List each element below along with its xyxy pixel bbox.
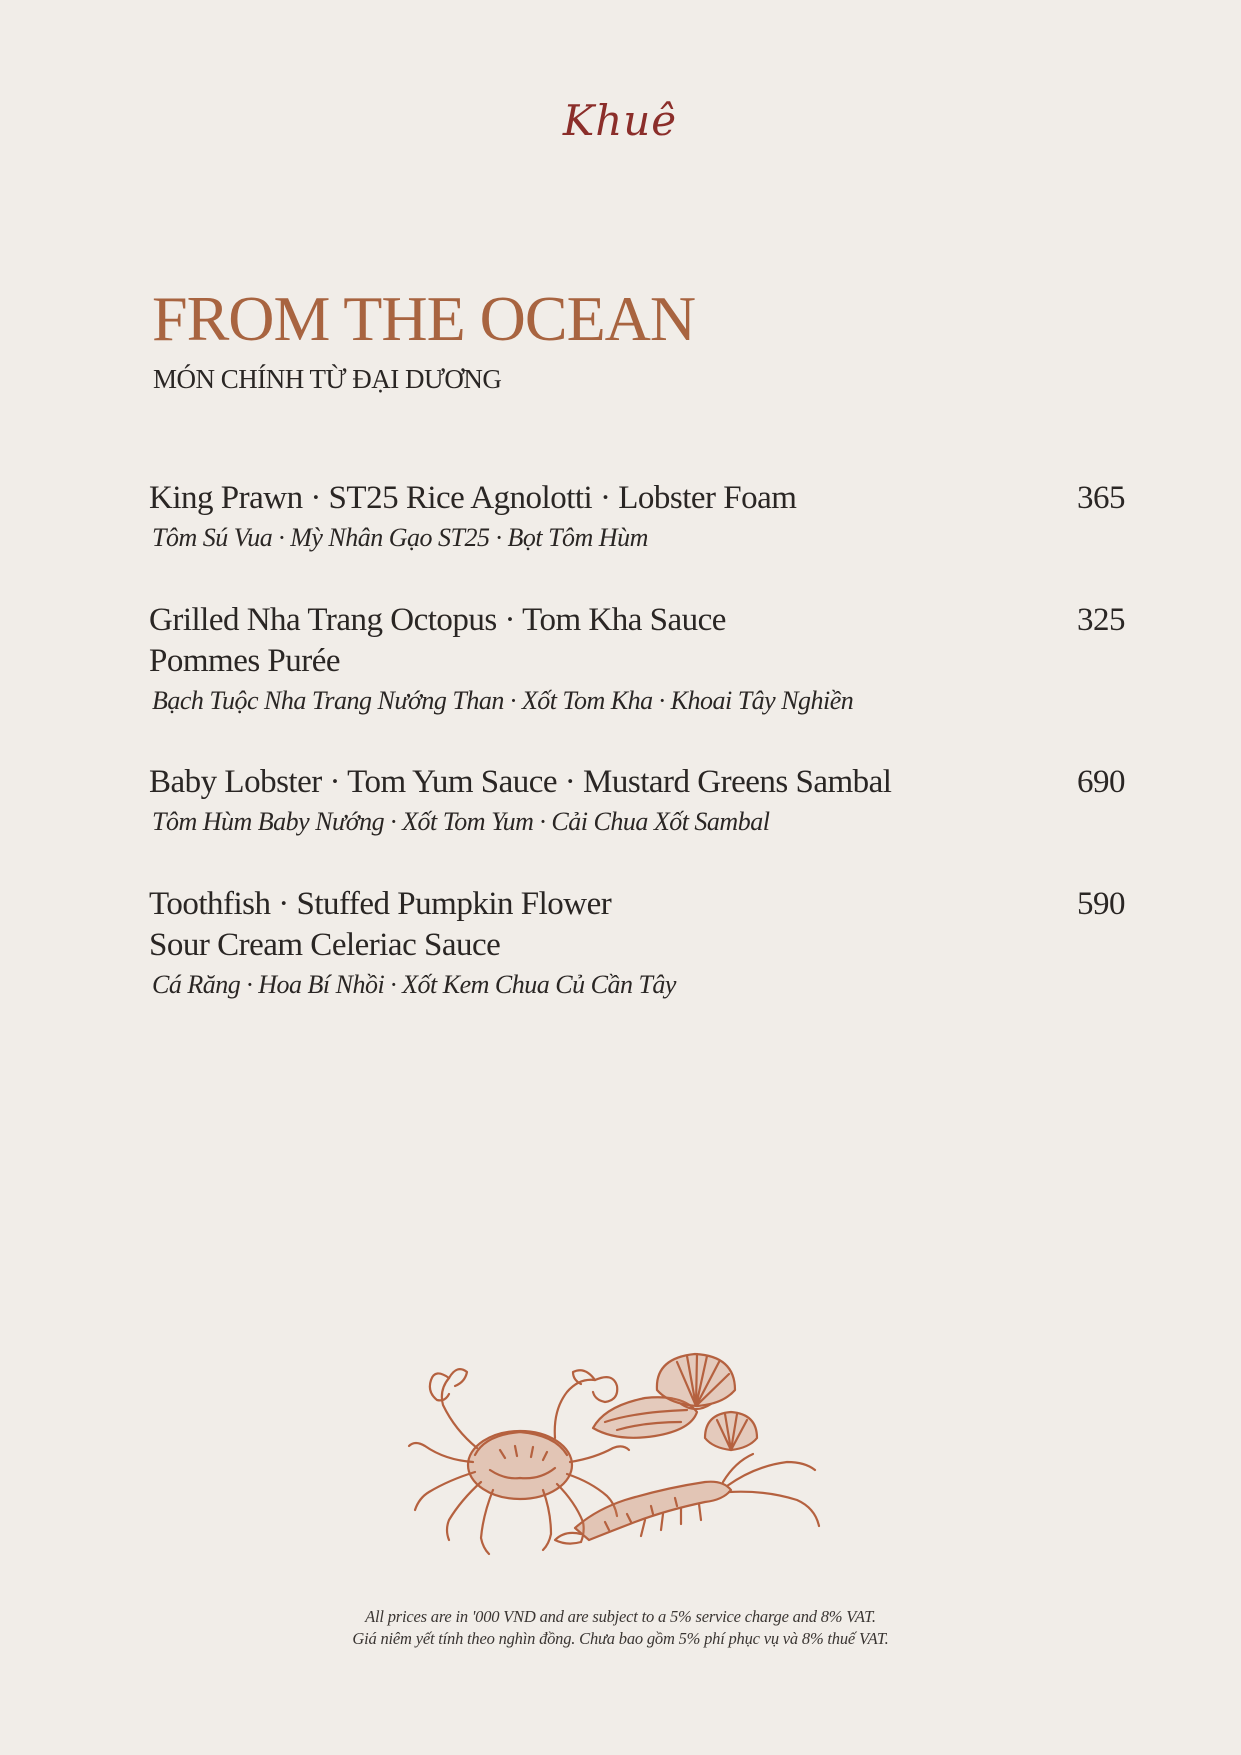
brand-logo xyxy=(555,88,685,168)
item-name-line: Grilled Nha Trang Octopus · Tom Kha Sauce xyxy=(149,602,726,638)
item-price: 590 xyxy=(1077,886,1125,922)
menu-item-octopus xyxy=(149,600,1129,718)
section-subtitle: MÓN CHÍNH TỪ ĐẠI DƯƠNG xyxy=(153,364,502,394)
item-name-line: King Prawn · ST25 Rice Agnolotti · Lobster Foam xyxy=(149,480,797,516)
item-name xyxy=(149,478,969,519)
seafood-illustration xyxy=(405,1350,855,1570)
item-name xyxy=(149,884,969,966)
item-name-line: Pommes Purée xyxy=(149,643,341,679)
item-name xyxy=(149,600,969,682)
item-price: 690 xyxy=(1077,764,1125,800)
shrimp-icon xyxy=(555,1454,819,1544)
price-disclaimer-english: All prices are in '000 VND and are subject to a 5% service charge and 8% VAT. xyxy=(365,1607,876,1626)
menu-item-baby-lobster xyxy=(149,762,1129,839)
menu-item-king-prawn xyxy=(149,478,1129,555)
item-name-line: Toothfish · Stuffed Pumpkin Flower xyxy=(149,886,612,922)
scallop-shell-icon xyxy=(705,1412,757,1450)
item-vietnamese-name: Bạch Tuộc Nha Trang Nướng Than · Xốt Tom Kha · Khoai Tây Nghiền xyxy=(152,686,854,715)
item-name xyxy=(149,762,969,803)
price-disclaimer xyxy=(0,1606,1241,1650)
item-vietnamese-name: Tôm Sú Vua · Mỳ Nhân Gạo ST25 · Bọt Tôm Hùm xyxy=(152,523,648,552)
brand-logo-text: Khuê xyxy=(562,96,678,145)
menu-item-toothfish xyxy=(149,884,1129,1002)
item-vietnamese-name: Tôm Hùm Baby Nướng · Xốt Tom Yum · Cải Chua Xốt Sambal xyxy=(152,807,770,836)
price-disclaimer-vietnamese: Giá niêm yết tính theo nghìn đồng. Chưa bao gồm 5% phí phục vụ và 8% thuế VAT. xyxy=(352,1629,889,1648)
item-price: 365 xyxy=(1077,480,1125,516)
item-vietnamese-name: Cá Răng · Hoa Bí Nhồi · Xốt Kem Chua Củ Cần Tây xyxy=(152,970,676,999)
item-price: 325 xyxy=(1077,602,1125,638)
item-name-line: Sour Cream Celeriac Sauce xyxy=(149,927,501,963)
item-name-line: Baby Lobster · Tom Yum Sauce · Mustard Greens Sambal xyxy=(149,764,892,800)
section-title: FROM THE OCEAN xyxy=(152,283,696,354)
